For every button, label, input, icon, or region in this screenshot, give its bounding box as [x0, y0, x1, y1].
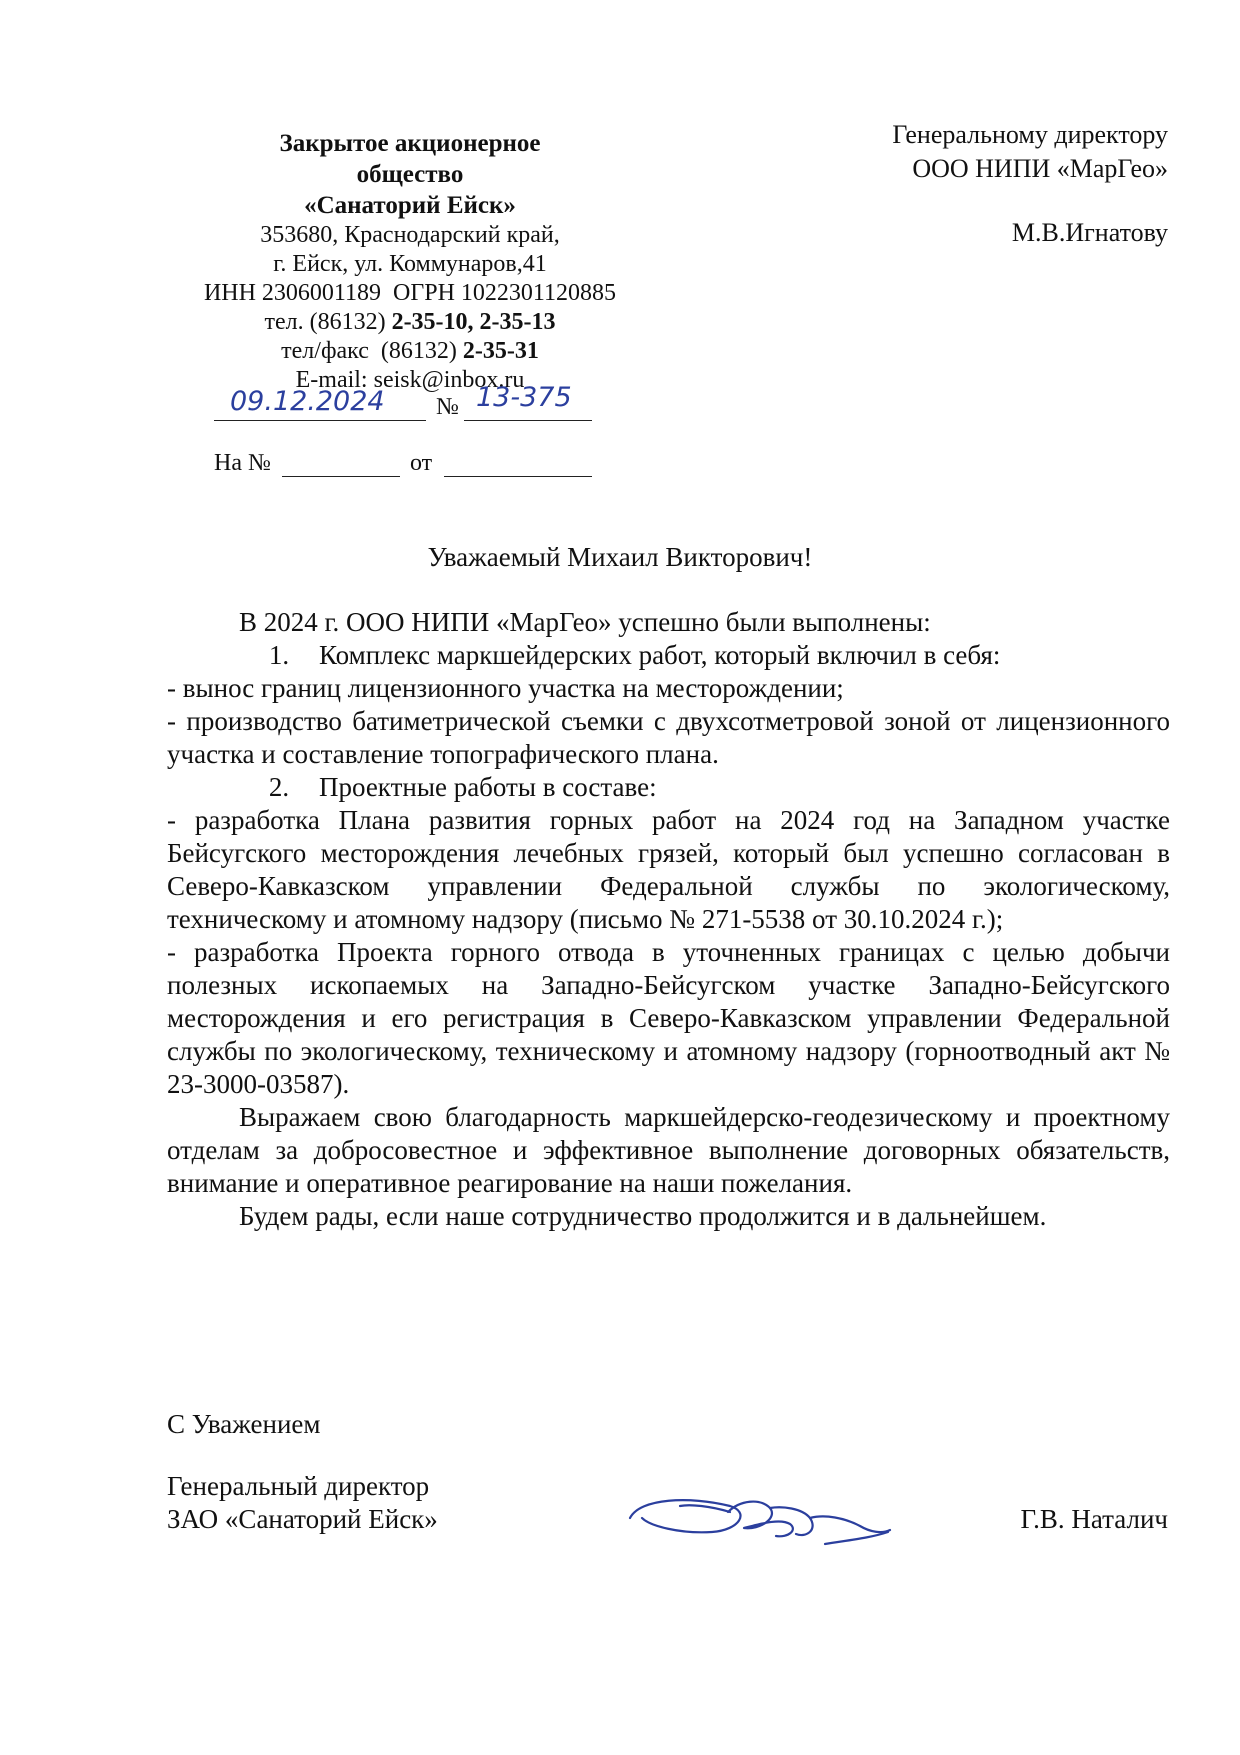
sender-fax	[180, 337, 640, 366]
addressee-line1: Генеральному директору	[892, 120, 1168, 149]
reference-ot-label: от	[410, 450, 433, 476]
signoff-position2: ЗАО «Санаторий Ейск»	[167, 1504, 438, 1534]
outgoing-number-label: №	[436, 394, 459, 420]
sender-phone-label: тел. (86132)	[264, 309, 392, 335]
body-closing-wish: Будем рады, если наше сотрудничество продолжится и в дальнейшем.	[239, 1201, 1047, 1231]
addressee-name: М.В.Игнатову	[1011, 218, 1168, 247]
addressee-line2: ООО НИПИ «МарГео»	[912, 154, 1168, 183]
signoff-position	[167, 1470, 438, 1536]
body-item1-a: - вынос границ лицензионного участка на месторождении;	[167, 673, 844, 703]
body-item2-title: Проектные работы в составе:	[319, 772, 657, 802]
outgoing-date: 09.12.2024	[230, 386, 385, 417]
sender-email: E-mail: seisk@inbox.ru	[295, 367, 525, 393]
sender-org-line3: «Санаторий Ейск»	[304, 192, 516, 219]
addressee-block	[780, 118, 1168, 250]
sender-block	[180, 128, 640, 395]
salutation: Уважаемый Михаил Викторович!	[427, 542, 813, 572]
body-item2-b: - разработка Проекта горного отвода в уточненных границах с целью добычи полезных ископаемых на Западно-Бейсугском участке Западно-Бейсугского месторождения и его регистрация в Северо-Кавказском управлении Федеральной службы по экологическому, техническому и атомному надзору (горноотводный акт № 23-3000-03587).	[167, 937, 1170, 1099]
body-thanks: Выражаем свою благодарность маркшейдерско-геодезическому и проектному отделам за добросовестное и эффективное выполнение договорных обязательств, внимание и оперативное реагирование на наши пожелания.	[167, 1102, 1170, 1198]
signature-graphic	[620, 1478, 900, 1568]
body-item1-title: Комплекс маркшейдерских работ, который включил в себя:	[319, 640, 1001, 670]
letter-body	[167, 606, 1170, 1233]
body-item1-title-row	[167, 639, 1170, 672]
reference-line	[214, 450, 594, 482]
outgoing-line	[214, 382, 594, 424]
signoff-regards: С Уважением	[167, 1409, 321, 1439]
body-item2-a: - разработка Плана развития горных работ на 2024 год на Западном участке Бейсугского месторождения лечебных грязей, который был успешно согласован в Северо-Кавказском управлении Федеральной службы по экологическому, техническому и атомному надзору (письмо № 271-5538 от 30.10.2024 г.);	[167, 805, 1170, 934]
sender-address1: 353680, Краснодарский край,	[260, 222, 560, 248]
sender-inn-ogrn: ИНН 2306001189 ОГРН 1022301120885	[203, 280, 617, 306]
body-item2-number: 2.	[268, 772, 290, 802]
outgoing-number: 13-375	[476, 382, 572, 413]
sender-address2: г. Ейск, ул. Коммунаров,41	[273, 251, 547, 277]
sender-phone	[180, 308, 640, 337]
signoff-position1: Генеральный директор	[167, 1471, 430, 1501]
reference-na-label: На №	[214, 450, 271, 476]
sender-org-line2: общество	[356, 161, 464, 188]
body-item1-number: 1.	[268, 640, 290, 670]
body-item2-title-row	[167, 771, 1170, 804]
sender-fax-label: тел/факс (86132)	[281, 338, 463, 364]
body-intro: В 2024 г. ООО НИПИ «МарГео» успешно были выполнены:	[239, 607, 931, 637]
body-item1-b: - производство батиметрической съемки с двухсотметровой зоной от лицензионного участка и составление топографического плана.	[167, 706, 1170, 769]
sender-phone-numbers: 2-35-10, 2-35-13	[391, 309, 556, 335]
sender-fax-number: 2-35-31	[462, 338, 539, 364]
signoff-signer: Г.В. Наталич	[1020, 1504, 1168, 1534]
sender-org-line1: Закрытое акционерное	[279, 130, 541, 157]
